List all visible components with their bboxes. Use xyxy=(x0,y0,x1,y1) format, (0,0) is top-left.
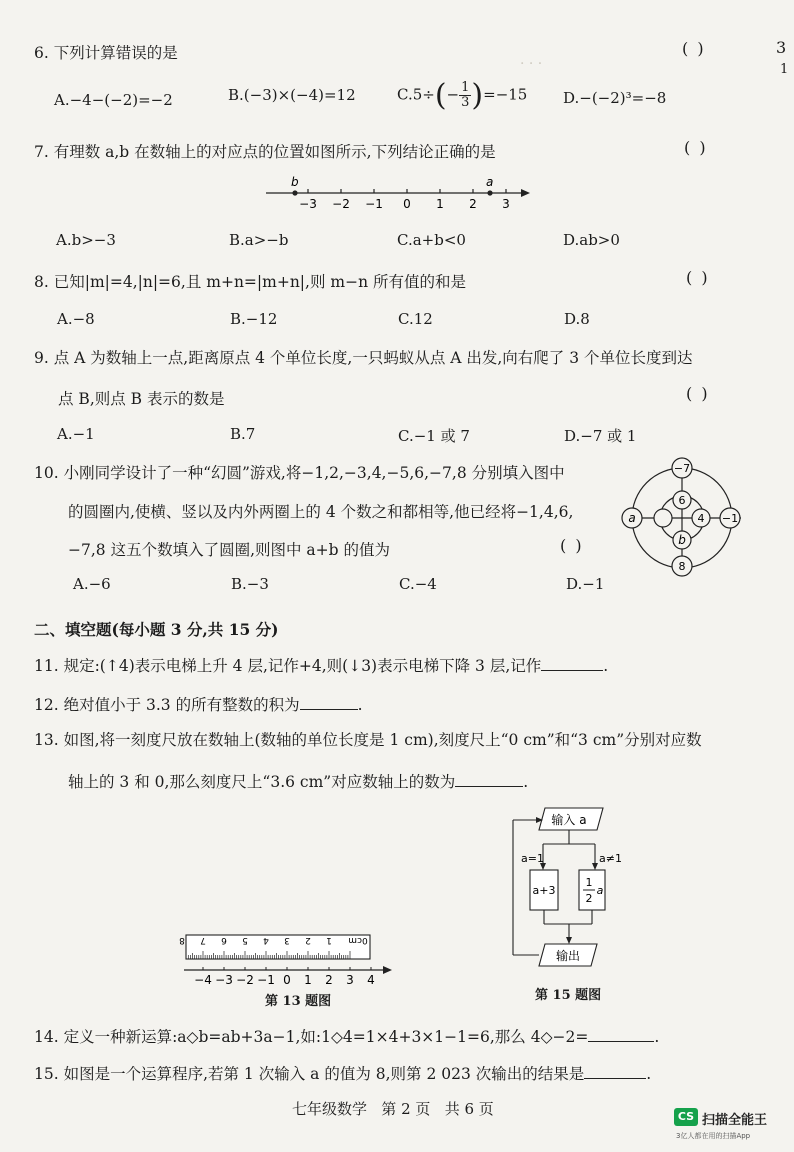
q13-caption: 第 13 题图 xyxy=(265,994,332,1009)
q10-magic-circle-diagram xyxy=(610,452,756,582)
q7-answer-paren: ( ) xyxy=(684,138,708,157)
q13-stem-line1: 13. 如图,将一刻度尺放在数轴上(数轴的单位长度是 1 cm),刻度尺上“0 cm”和“3 cm”分别对应数 xyxy=(34,731,702,749)
q9-stem-line1: 9. 点 A 为数轴上一点,距离原点 4 个单位长度,一只蚂蚁从点 A 出发,向右爬了 3 个单位长度到达 xyxy=(34,349,693,367)
q8-answer-paren: ( ) xyxy=(686,268,710,287)
q6-option-a: A.−4−(−2)=−2 xyxy=(54,91,173,109)
flow-input-label: 输入 a xyxy=(551,813,587,827)
axis13-tick-label: 1 xyxy=(304,973,312,987)
ruler-label: 3 xyxy=(284,935,290,945)
q6-option-c: C.5÷(− $\frac{1}{3}$ )=−15 xyxy=(397,78,528,113)
q8-option-b: B.−12 xyxy=(230,310,278,328)
ruler-label: 6 xyxy=(221,935,227,945)
q12-stem: 12. 绝对值小于 3.3 的所有整数的积为 . xyxy=(34,696,363,714)
axis13-tick-label: −3 xyxy=(215,973,233,987)
circle-bottom-value: 8 xyxy=(678,560,686,573)
q7-tick-label: −3 xyxy=(299,197,317,211)
q11-answer-blank xyxy=(541,656,603,671)
q10-option-a: A.−6 xyxy=(73,575,111,593)
q10-stem-line2: 的圆圈内,使横、竖以及内外两圈上的 4 个数之和都相等,他已经将−1,4,6, xyxy=(68,503,574,521)
point-b-label: b xyxy=(291,175,299,189)
flow-cond-right: a≠1 xyxy=(599,852,622,865)
q7-tick-label: −2 xyxy=(332,197,350,211)
q8-option-d: D.8 xyxy=(564,310,590,328)
axis13-tick-label: −4 xyxy=(194,973,212,987)
circle-right-value: −1 xyxy=(721,512,739,525)
q8-stem: 8. 已知|m|=4,|n|=6,且 m+n=|m+n|,则 m−n 所有值的和是 xyxy=(34,273,466,291)
fraction-one-third: $\frac{1}{3}$ xyxy=(461,80,470,110)
axis13-tick-label: −2 xyxy=(236,973,254,987)
q14-stem: 14. 定义一种新运算:a◇b=ab+3a−1,如:1◇4=1×4+3×1−1=6,那么 4◇−2= . xyxy=(34,1028,660,1046)
ruler-label: 7 xyxy=(200,935,206,945)
circle-inner-bottom-value: b xyxy=(678,533,686,547)
q13-stem-line2: 轴上的 3 和 0,那么刻度尺上“3.6 cm”对应数轴上的数为 . xyxy=(68,773,529,791)
point-a-label: a xyxy=(486,175,494,189)
q7-tick-label: 3 xyxy=(502,197,510,211)
q6-option-d: D.−(−2)³=−8 xyxy=(563,89,667,107)
flow-frac-num: 1 xyxy=(585,876,593,889)
q7-tick-label: 0 xyxy=(403,197,411,211)
q7-tick-label: 2 xyxy=(469,197,477,211)
q9-option-d: D.−7 或 1 xyxy=(564,427,637,445)
scanner-app-name: 扫描全能王 xyxy=(702,1113,768,1128)
q13-ruler-number-line xyxy=(179,932,396,988)
flow-frac-den: 2 xyxy=(585,892,593,905)
q7-tick-label: −1 xyxy=(365,197,383,211)
q10-answer-paren: ( ) xyxy=(560,536,584,555)
point-b-dot xyxy=(292,190,297,195)
circle-inner-top-value: 6 xyxy=(678,494,686,507)
flow-frac-var: a xyxy=(596,884,604,897)
q10-option-c: C.−4 xyxy=(399,575,437,593)
circle-inner-right-value: 4 xyxy=(697,512,705,525)
q7-option-a: A.b>−3 xyxy=(56,231,116,249)
q10-option-b: B.−3 xyxy=(231,575,269,593)
section-2-heading: 二、填空题(每小题 3 分,共 15 分) xyxy=(34,620,279,639)
axis13-tick-label: 2 xyxy=(325,973,333,987)
q10-stem-line3: −7,8 这五个数填入了圆圈,则图中 a+b 的值为 xyxy=(68,541,390,559)
axis13-tick-label: −1 xyxy=(257,973,275,987)
flow-cond-left: a=1 xyxy=(521,852,544,865)
q15-flowchart xyxy=(505,800,625,980)
bleed-through-text: · · · xyxy=(520,56,543,72)
axis13-tick-label: 0 xyxy=(283,973,291,987)
q9-answer-paren: ( ) xyxy=(686,384,710,403)
q9-stem-line2: 点 B,则点 B 表示的数是 xyxy=(58,390,225,408)
q15-caption: 第 15 题图 xyxy=(535,988,602,1003)
q13-answer-blank xyxy=(455,772,523,787)
scanner-app-tagline: 3亿人都在用的扫描App xyxy=(676,1132,751,1140)
q8-option-c: C.12 xyxy=(398,310,433,328)
q15-answer-blank xyxy=(584,1064,646,1079)
q7-option-c: C.a+b<0 xyxy=(397,231,466,249)
ruler-label: 5 xyxy=(242,935,248,945)
axis13-tick-label: 3 xyxy=(346,973,354,987)
q9-option-a: A.−1 xyxy=(57,425,95,443)
point-a-dot xyxy=(487,190,492,195)
ruler-label: 4 xyxy=(263,935,269,945)
flow-box-left-label: a+3 xyxy=(532,884,556,897)
circle-left-value: a xyxy=(628,511,636,525)
ruler-label: 8 xyxy=(179,935,185,945)
margin-mark-bottom: 1 xyxy=(780,62,789,77)
axis13-tick-label: 4 xyxy=(367,973,375,987)
flow-output-label: 输出 xyxy=(555,949,581,963)
q7-option-b: B.a>−b xyxy=(229,231,289,249)
ruler-label: 1 xyxy=(326,935,332,945)
q8-option-a: A.−8 xyxy=(57,310,95,328)
page-footer: 七年级数学 第 2 页 共 6 页 xyxy=(292,1100,494,1118)
q9-option-c: C.−1 或 7 xyxy=(398,427,470,445)
q11-stem: 11. 规定:(↑4)表示电梯上升 4 层,记作+4,则(↓3)表示电梯下降 3 层,记作 . xyxy=(34,657,609,675)
q7-number-line xyxy=(264,174,534,218)
margin-mark-top: 3 xyxy=(776,38,787,57)
ruler-label: 0cm xyxy=(348,935,368,945)
q10-option-d: D.−1 xyxy=(566,575,605,593)
ruler-label: 2 xyxy=(305,935,311,945)
q6-option-b: B.(−3)×(−4)=12 xyxy=(228,86,356,104)
q15-stem: 15. 如图是一个运算程序,若第 1 次输入 a 的值为 8,则第 2 023 次输出的结果是 . xyxy=(34,1065,652,1083)
q9-option-b: B.7 xyxy=(230,425,256,443)
q7-stem: 7. 有理数 a,b 在数轴上的对应点的位置如图所示,下列结论正确的是 xyxy=(34,143,496,161)
q6-answer-paren: ( ) xyxy=(682,39,706,58)
q12-answer-blank xyxy=(300,695,358,710)
q7-tick-label: 1 xyxy=(436,197,444,211)
q14-answer-blank xyxy=(588,1027,654,1042)
q7-option-d: D.ab>0 xyxy=(563,231,620,249)
circle-top-value: −7 xyxy=(673,462,691,475)
q10-stem-line1: 10. 小刚同学设计了一种“幻圆”游戏,将−1,2,−3,4,−5,6,−7,8 分别填入图中 xyxy=(34,464,565,482)
scanner-logo-icon: CS xyxy=(674,1108,698,1126)
q6-stem: 6. 下列计算错误的是 xyxy=(34,44,178,62)
